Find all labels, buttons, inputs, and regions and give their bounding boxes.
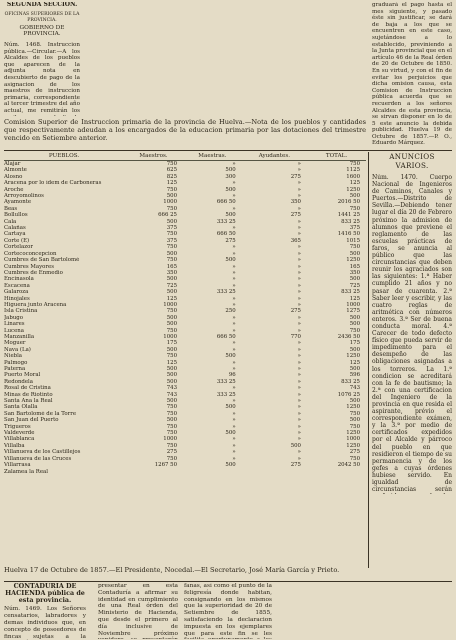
amount-cell: » <box>232 449 236 456</box>
amount-cell: 770 <box>290 333 301 340</box>
amount-cell: 1000 <box>163 333 177 340</box>
amount-cell: » <box>297 346 301 353</box>
circular-text-part-1: Núm. 1468. Instruccion pública.—Circular.—A los Alcaldes de los pueblos que aparecen de la adjunta nota en descubierto de pago de la asignacion de los maestros de instruccion primaria, correspondiente al tercer trimestre del año actual, me remitirán los <box>4 41 80 114</box>
amount-cell: 500 <box>349 193 360 200</box>
pueblo-cell: Niebla <box>4 353 23 360</box>
amount-cell: 1015 <box>346 237 360 244</box>
amount-cell: 500 <box>225 212 236 219</box>
pueblo-cell: Alajar <box>4 161 21 167</box>
amount-cell: 500 <box>166 193 177 200</box>
amount-cell: 750 <box>166 308 177 315</box>
amount-cell: 165 <box>349 263 360 270</box>
amount-cell: 750 <box>349 205 360 212</box>
amount-cell: 750 <box>349 244 360 251</box>
amount-cell: » <box>297 391 301 398</box>
amount-cell: 1275 <box>346 308 360 315</box>
amount-cell: 500 <box>225 167 236 174</box>
amount-cell: » <box>297 218 301 225</box>
amount-cell: 750 <box>166 353 177 360</box>
top-column-1 <box>4 2 80 116</box>
amount-cell: 500 <box>166 276 177 283</box>
office-heading: OFICINAS SUPERIORES DE LA PROVINCIA. <box>4 11 80 24</box>
commission-notice: Comision Superior de Instruccion primaria de la provincia de Huelva.—Nota de los pueblos y cantidades que respectivamente adeudan a los encargados de la educacion primaria por las dotaciones del trimestre vencido en Setiembre anterior. <box>4 118 366 142</box>
pueblo-cell: Cortelazor <box>4 244 33 251</box>
amount-cell: 350 <box>166 269 177 276</box>
amount-cell: 1250 <box>346 430 360 437</box>
pueblo-cell: Zalamea la Real <box>4 468 48 475</box>
anuncios-body: Núm. 1470. Cuerpo Nacional de Ingenieros de Caminos, Canales y Puertos.—Distrito de Sevilla.—Debiendo tener lugar el día 20 de Febrero próximo la admision de alumnos que previene el reglamento de las escuelas prácticas de faros, se anuncia al público que las circunstancias que deben reunir los agraciados son las siguientes: 1.ª Haber cumplido 21 años y no pasar de cuarenta. 2.ª Saber leer y escribir, y las cuatro reglas de aritmética con números enteros. 3.ª Ser de buena conducta moral. 4.ª Carecer de todo defecto físico que pueda servir de impedimento para el desempeño de las obligaciones asignadas a los torreros. La 1.ª condicion se acreditará con la fe de bautismo; la 2.ª con una certificacion del Ingeniero de la provincia en que resida el aspirante, prévio el correspondiente exámen, y la 3.ª por medio de certificados expedidos por el Alcalde y párroco del pueblo en que residieron el tiempo de su permanencia y de los gefes a cuyas órdenes hubiese servido. En igualdad de circunstancias serán <box>372 174 452 494</box>
amount-cell: 500 <box>166 366 177 372</box>
amount-cell: 500 <box>349 314 360 321</box>
amount-cell: 743 <box>166 391 177 398</box>
amount-cell: 500 <box>225 186 236 193</box>
amount-cell: » <box>297 321 301 328</box>
amount-cell: 1416 50 <box>337 231 360 238</box>
header-ayudantes: Ayudantes. <box>242 152 307 161</box>
amount-cell: » <box>297 282 301 289</box>
amount-cell: 1267 50 <box>154 462 177 469</box>
amount-cell: 1000 <box>163 436 177 443</box>
amount-cell: 350 <box>290 199 301 206</box>
pueblo-cell: Calañas <box>4 225 26 232</box>
pueblo-cell: Almonte <box>4 167 27 174</box>
amount-cell: 750 <box>166 327 177 334</box>
amount-cell: » <box>232 250 236 257</box>
amount-cell: 375 <box>166 225 177 232</box>
amount-cell: » <box>232 385 236 392</box>
amount-cell: » <box>297 372 301 379</box>
amount-cell <box>307 469 366 475</box>
amount-cell: » <box>232 359 236 366</box>
pueblo-cell: Villanueva de las Cruces <box>4 455 72 462</box>
section-heading-contaduria: CONTADURIA DE HACIENDA pública de esta provincia. <box>5 582 85 604</box>
amount-cell: 500 <box>225 462 236 469</box>
contaduria-text: Núm. 1469. Los Señores censatarios, labradores y demas individuos que, en concepto de poseedores de fincas sujetas a la <box>4 606 86 640</box>
amount-cell: 1250 <box>346 442 360 449</box>
pueblo-cell: Galaroza <box>4 289 29 296</box>
amount-cell: » <box>232 410 236 417</box>
amount-cell: 1250 <box>346 257 360 264</box>
amount-cell: 300 <box>225 173 236 180</box>
amount-cell: » <box>297 161 301 167</box>
amount-cell: » <box>232 366 236 372</box>
amount-cell: 750 <box>166 455 177 462</box>
amount-cell: 500 <box>225 430 236 437</box>
amount-cell: 750 <box>166 244 177 251</box>
government-heading: GOBIERNO DE PROVINCIA. <box>19 24 65 38</box>
amount-cell: 750 <box>166 231 177 238</box>
amount-cell: » <box>297 186 301 193</box>
amount-cell: » <box>232 417 236 424</box>
amount-cell: 750 <box>349 410 360 417</box>
amount-cell: 666 50 <box>216 333 236 340</box>
amount-cell: 275 <box>349 449 360 456</box>
bottom-column-2: presentar en esta Contaduría a afirmar su identidad en cumplimiento de una Real órden del Ministerio de Hacienda, que desde el primero al día inclusive de Noviembre próximo <box>98 583 178 637</box>
pueblo-cell: Ayamonte <box>4 199 32 206</box>
amount-cell: 500 <box>225 404 236 411</box>
amount-cell: 2016 50 <box>337 199 360 206</box>
pueblo-cell: Villablanca <box>4 436 35 443</box>
amount-cell: » <box>232 193 236 200</box>
pueblo-cell: Cumbres de San Bartolomé <box>4 257 80 264</box>
amount-cell: 500 <box>349 321 360 328</box>
amount-cell: 500 <box>349 398 360 405</box>
amount-cell: 750 <box>166 404 177 411</box>
amount-cell: » <box>297 436 301 443</box>
pueblo-cell: Encinasola <box>4 276 34 283</box>
amount-cell: » <box>232 225 236 232</box>
amount-cell: » <box>297 423 301 430</box>
pueblo-cell: Santa Olalla <box>4 404 38 411</box>
amount-cell: » <box>297 263 301 270</box>
amount-cell: 1250 <box>346 404 360 411</box>
amount-cell: 125 <box>166 180 177 187</box>
amount-cell: » <box>297 244 301 251</box>
pueblo-cell: Manzanilla <box>4 333 35 340</box>
amount-cell: 500 <box>349 276 360 283</box>
amount-cell: » <box>232 442 236 449</box>
pueblo-cell: Nava (La) <box>4 346 31 353</box>
pueblo-cell: Arroyomolinos <box>4 193 44 200</box>
amount-cell: 1000 <box>163 199 177 206</box>
amount-cell: 165 <box>166 263 177 270</box>
pueblo-cell: Hinojales <box>4 295 30 302</box>
pueblo-cell: Moguer <box>4 340 26 347</box>
pueblo-cell: Santa Ana la Real <box>4 398 53 405</box>
amount-cell: 500 <box>166 417 177 424</box>
amount-cell: 125 <box>349 180 360 187</box>
pueblo-cell: Cartaya <box>4 231 26 238</box>
amount-cell: 275 <box>290 308 301 315</box>
amount-cell: 500 <box>166 250 177 257</box>
bottom-column-3: fanas, así como el punto de la feligresía donde habitan, consignando en los mismos que la superioridad de 20 de Setiembre de 1855, satisfaciendo la declaracion impuesta en los ejemplares que para este fin se les <box>184 583 272 637</box>
pueblo-cell: Cala <box>4 218 17 225</box>
amount-cell: 743 <box>166 385 177 392</box>
amount-cell: 1000 <box>346 436 360 443</box>
amount-cell: » <box>232 269 236 276</box>
amount-cell: » <box>297 359 301 366</box>
pueblo-cell: San Juan del Puerto <box>4 417 59 424</box>
amount-cell: 625 <box>166 167 177 174</box>
amount-cell: 666 50 <box>216 199 236 206</box>
pueblo-cell: Cortecoconcepcion <box>4 250 57 257</box>
amount-cell: 500 <box>166 218 177 225</box>
pueblo-cell: Cumbres de Enmedio <box>4 269 63 276</box>
table-row <box>4 161 366 168</box>
amount-cell: » <box>297 340 301 347</box>
amount-cell: 750 <box>166 257 177 264</box>
pueblo-cell: Villarrasa <box>4 462 31 469</box>
amount-cell: » <box>232 455 236 462</box>
amount-cell: » <box>297 378 301 385</box>
amount-cell: 275 <box>166 449 177 456</box>
amount-cell: 275 <box>290 462 301 469</box>
pueblo-cell: Isla Cristina <box>4 308 38 315</box>
amount-cell: » <box>297 167 301 174</box>
amount-cell: » <box>232 295 236 302</box>
amount-cell: 500 <box>349 366 360 372</box>
debts-table <box>4 152 366 475</box>
amount-cell: 750 <box>166 186 177 193</box>
pueblo-cell: San Bartolomé de la Torre <box>4 410 77 417</box>
pueblo-cell: Rosal de Cristina <box>4 385 51 392</box>
header-maestros: Maestros. <box>124 152 183 161</box>
anuncios-column <box>372 152 452 494</box>
amount-cell: 750 <box>166 161 177 167</box>
amount-cell: 1600 <box>346 173 360 180</box>
amount-cell: 500 <box>349 250 360 257</box>
amount-cell: 96 <box>228 372 236 379</box>
amount-cell: » <box>297 455 301 462</box>
pueblo-cell: Alosno <box>4 173 23 180</box>
amount-cell: 833 25 <box>341 289 360 296</box>
amount-cell: 1250 <box>346 353 360 360</box>
amount-cell: 500 <box>166 289 177 296</box>
header-maestras: Maestras. <box>183 152 242 161</box>
pueblo-cell: Puerto Moral <box>4 372 41 379</box>
amount-cell: » <box>297 269 301 276</box>
pueblo-cell: Jabugo <box>4 314 23 321</box>
amount-cell: 750 <box>166 430 177 437</box>
amount-cell: » <box>232 244 236 251</box>
amount-cell: 333 25 <box>216 378 236 385</box>
amount-cell: 725 <box>166 282 177 289</box>
amount-cell: 666 25 <box>158 212 177 219</box>
amount-cell: » <box>232 327 236 334</box>
amount-cell: 750 <box>166 410 177 417</box>
amount-cell: 1441 25 <box>337 212 360 219</box>
amount-cell: 500 <box>166 372 177 379</box>
amount-cell: » <box>297 257 301 264</box>
amount-cell: » <box>297 417 301 424</box>
amount-cell: 500 <box>166 398 177 405</box>
anuncios-title: ANUNCIOS VARIOS. <box>389 152 435 170</box>
amount-cell: 1125 <box>346 167 360 174</box>
amount-cell: 500 <box>166 378 177 385</box>
amount-cell: » <box>297 449 301 456</box>
divider <box>4 150 452 151</box>
table-row <box>4 469 366 475</box>
pueblo-cell: Redondela <box>4 378 33 385</box>
amount-cell: 125 <box>349 295 360 302</box>
amount-cell: » <box>297 180 301 187</box>
amount-cell: 500 <box>349 346 360 353</box>
pueblo-cell: Linares <box>4 321 25 328</box>
pueblo-cell: Minas de Riotinto <box>4 391 53 398</box>
amount-cell: 375 <box>166 237 177 244</box>
amount-cell: » <box>297 250 301 257</box>
amount-cell: 500 <box>166 314 177 321</box>
amount-cell: 750 <box>349 161 360 167</box>
header-pueblos: PUEBLOS. <box>4 152 124 161</box>
amount-cell: 333 25 <box>216 391 236 398</box>
amount-cell: 1000 <box>163 301 177 308</box>
amount-cell: » <box>232 276 236 283</box>
amount-cell: 750 <box>166 205 177 212</box>
amount-cell: » <box>297 225 301 232</box>
amount-cell: 333 25 <box>216 218 236 225</box>
amount-cell: » <box>232 263 236 270</box>
amount-cell: 750 <box>166 423 177 430</box>
amount-cell: 365 <box>290 237 301 244</box>
amount-cell: 750 <box>166 442 177 449</box>
amount-cell: 333 25 <box>216 289 236 296</box>
amount-cell <box>242 469 307 475</box>
pueblo-cell: Lucena <box>4 327 24 334</box>
amount-cell: 1250 <box>346 186 360 193</box>
amount-cell: » <box>232 282 236 289</box>
amount-cell <box>124 469 183 475</box>
amount-cell: » <box>232 423 236 430</box>
pueblo-cell: Palmogo <box>4 359 28 366</box>
amount-cell: » <box>297 193 301 200</box>
top-column-3 <box>244 2 364 92</box>
amount-cell: 825 <box>166 173 177 180</box>
amount-cell: 125 <box>166 359 177 366</box>
amount-cell: » <box>297 398 301 405</box>
amount-cell: 175 <box>166 340 177 347</box>
amount-cell: » <box>297 366 301 372</box>
amount-cell: 275 <box>290 212 301 219</box>
amount-cell: » <box>297 385 301 392</box>
amount-cell: » <box>232 314 236 321</box>
pueblo-cell: Aroche <box>4 186 24 193</box>
amount-cell: 500 <box>225 257 236 264</box>
amount-cell: » <box>297 289 301 296</box>
amount-cell: 666 50 <box>216 231 236 238</box>
amount-cell: 125 <box>349 359 360 366</box>
amount-cell: » <box>297 314 301 321</box>
amount-cell: 500 <box>290 442 301 449</box>
amount-cell: » <box>297 353 301 360</box>
amount-cell: 350 <box>349 269 360 276</box>
table-header-row <box>4 152 366 161</box>
table-body <box>4 161 366 475</box>
amount-cell: » <box>232 346 236 353</box>
amount-cell: » <box>232 301 236 308</box>
pueblo-cell: Cumbres Mayores <box>4 263 54 270</box>
amount-cell: 500 <box>349 417 360 424</box>
amount-cell: 500 <box>166 321 177 328</box>
amount-cell: 743 <box>349 385 360 392</box>
amount-cell: 750 <box>349 327 360 334</box>
amount-cell: 500 <box>225 353 236 360</box>
amount-cell: 2436 50 <box>337 333 360 340</box>
amount-cell: » <box>297 276 301 283</box>
amount-cell: » <box>232 398 236 405</box>
amount-cell: 596 <box>349 372 360 379</box>
section-heading: SEGUNDA SECCION. <box>6 2 78 8</box>
amount-cell: » <box>232 436 236 443</box>
amount-cell: 250 <box>225 308 236 315</box>
amount-cell <box>183 469 242 475</box>
amount-cell: 1076 25 <box>337 391 360 398</box>
pueblo-cell: Paterna <box>4 366 26 372</box>
amount-cell: » <box>297 327 301 334</box>
amount-cell: 125 <box>166 295 177 302</box>
amount-cell: » <box>232 321 236 328</box>
amount-cell: 275 <box>290 173 301 180</box>
signature-line: Huelva 17 de Octubre de 1857.—El Presidente, Nocedal.—El Secretario, José María García y Prieto. <box>4 566 340 574</box>
amount-cell: 833 25 <box>341 378 360 385</box>
amount-cell: » <box>232 161 236 167</box>
pueblo-cell: Trigueros <box>4 423 31 430</box>
amount-cell: » <box>297 430 301 437</box>
pueblo-cell: Bollullos <box>4 212 28 219</box>
amount-cell: 750 <box>349 423 360 430</box>
amount-cell: 833 25 <box>341 218 360 225</box>
amount-cell: 2042 50 <box>337 462 360 469</box>
pueblo-cell: Beas <box>4 205 18 212</box>
amount-cell: 750 <box>349 455 360 462</box>
pueblo-cell: Valdeverde <box>4 430 35 437</box>
amount-cell: » <box>297 231 301 238</box>
pueblo-cell: Villanueva de los Castillejos <box>4 449 81 456</box>
amount-cell: » <box>297 404 301 411</box>
amount-cell: 725 <box>349 282 360 289</box>
amount-cell: » <box>232 340 236 347</box>
pueblo-cell: Escacena <box>4 282 30 289</box>
amount-cell: 375 <box>349 225 360 232</box>
pueblo-cell: Villalba <box>4 442 25 449</box>
amount-cell: » <box>297 295 301 302</box>
pueblo-cell: Aracena por lo ídem de Carboneras <box>4 180 102 187</box>
amount-cell: » <box>297 410 301 417</box>
pueblo-cell: Corte (E) <box>4 237 30 244</box>
pueblo-cell: Higuera junto Aracena <box>4 301 67 308</box>
top-column-4: graduará el pago hasta el mes siguiente, y pasado éste sin justificar, se dará de baja a los que se encuentren en este caso, sujetándose a lo establecido, previniendo a la Junta provincial que en el artículo 46 de la Real órden de 20 de Octubre de 1850. En su virtud, y con el fin de evitar los perjuicios que dicha omision causa, esta Comision de Instruccion pública acuerda que se recuerden a los señores Alcaldes de esta provincia, se sirvan disponer en lo de 5 este anuncio la debida publicidad. Huelva 19 de Octubre de 1857.—P. O., Eduardo Márquez. <box>372 2 452 147</box>
amount-cell: » <box>232 180 236 187</box>
amount-cell: » <box>297 301 301 308</box>
amount-cell: 275 <box>225 237 236 244</box>
amount-cell: 175 <box>349 340 360 347</box>
column-divider <box>368 152 369 568</box>
amount-cell: 500 <box>166 346 177 353</box>
top-column-2 <box>120 2 238 92</box>
amount-cell: 1000 <box>346 301 360 308</box>
amount-cell: » <box>297 205 301 212</box>
bottom-column-1 <box>4 583 86 640</box>
amount-cell: » <box>232 205 236 212</box>
header-total: TOTAL. <box>307 152 366 161</box>
